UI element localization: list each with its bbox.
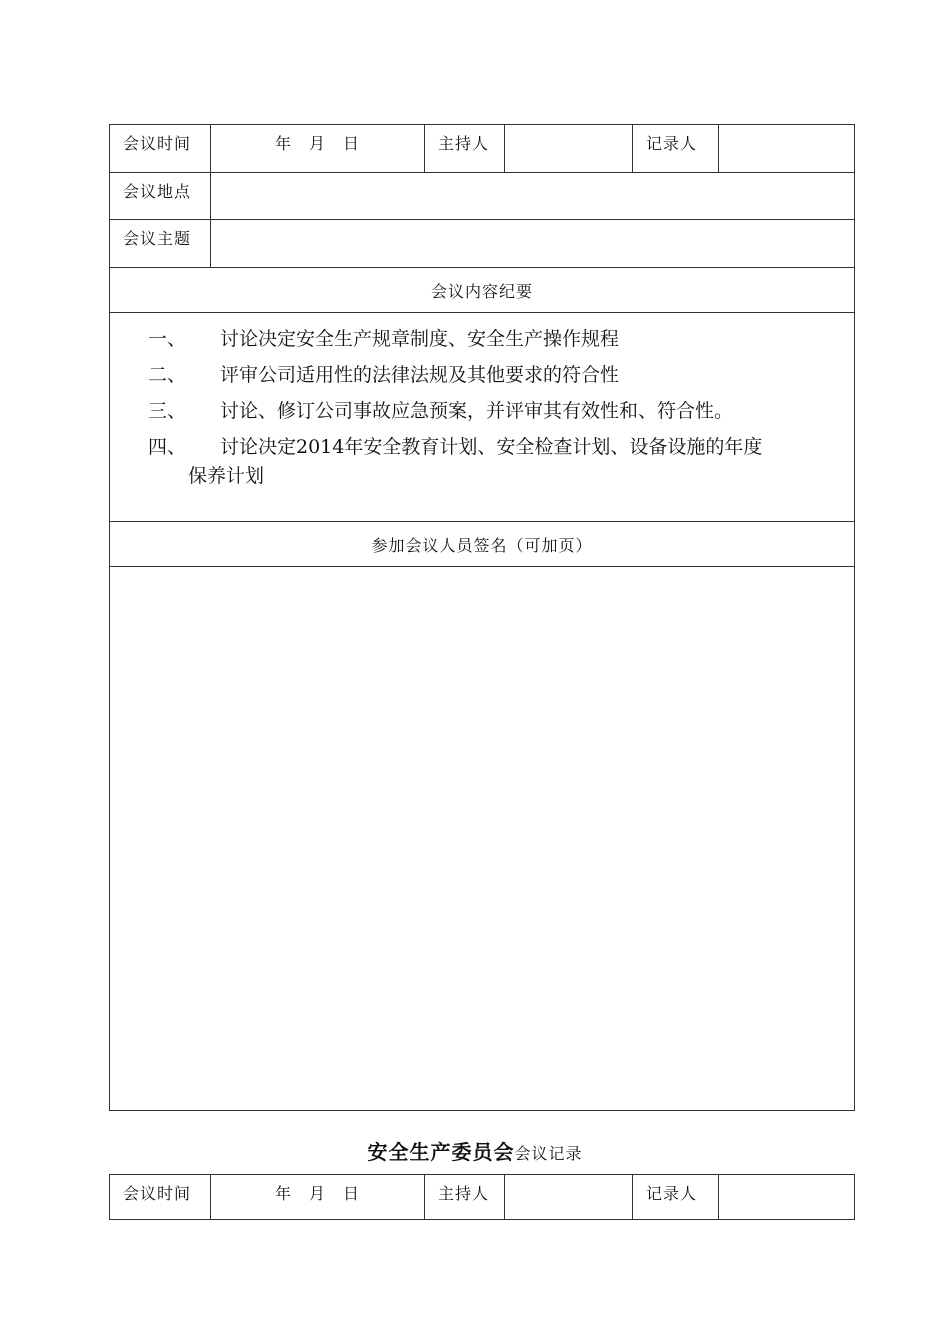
- summary-item-3: [148, 393, 846, 429]
- signature-header: 参加会议人员签名（可加页）: [110, 522, 855, 567]
- date-field[interactable]: 年 月 日: [211, 125, 425, 173]
- host-field[interactable]: [505, 125, 633, 173]
- summary-item-text: 讨论决定2014年安全教育计划、安全检查计划、设备设施的年度: [220, 436, 763, 458]
- recorder-label: 记录人: [633, 1175, 719, 1220]
- date-field[interactable]: 年 月 日: [211, 1175, 425, 1220]
- time-label: 会议时间: [110, 1175, 211, 1220]
- row-topic: [110, 220, 855, 268]
- summary-item-number: 二、: [148, 364, 187, 386]
- recorder-field[interactable]: [719, 125, 855, 173]
- title-record: 会议记录: [514, 1144, 583, 1163]
- recorder-label: 记录人: [633, 125, 719, 173]
- row-summary-content: [110, 313, 855, 522]
- summary-item-text: 评审公司适用性的法律法规及其他要求的符合性: [220, 364, 620, 386]
- meeting-record-table-1: [109, 124, 855, 1111]
- topic-field[interactable]: [211, 220, 855, 268]
- summary-item-text: 讨论、修订公司事故应急预案，并评审其有效性和、符合性。: [220, 400, 734, 422]
- summary-item-continuation: 保养计划: [188, 465, 265, 487]
- signature-area[interactable]: [110, 567, 855, 1111]
- row-signature-header: [110, 522, 855, 567]
- summary-item-number: 四、: [148, 436, 187, 458]
- row-summary-header: [110, 268, 855, 313]
- document-title: [0, 1136, 950, 1165]
- summary-content[interactable]: [110, 313, 855, 522]
- host-label: 主持人: [425, 1175, 505, 1220]
- summary-item-text: 讨论决定安全生产规章制度、安全生产操作规程: [220, 328, 620, 350]
- title-committee: 安全生产委员会: [367, 1140, 515, 1164]
- place-field[interactable]: [211, 173, 855, 220]
- summary-item-2: [148, 357, 846, 393]
- row-time: [110, 125, 855, 173]
- summary-item-1: [148, 321, 846, 357]
- summary-header: 会议内容纪要: [110, 268, 855, 313]
- row-place: [110, 173, 855, 220]
- meeting-record-table-2: [109, 1174, 855, 1220]
- row-signature-area: [110, 567, 855, 1111]
- place-label: 会议地点: [110, 173, 211, 220]
- recorder-field[interactable]: [719, 1175, 855, 1220]
- host-label: 主持人: [425, 125, 505, 173]
- summary-item-number: 三、: [148, 400, 187, 422]
- summary-item-number: 一、: [148, 328, 187, 350]
- row-time: [110, 1175, 855, 1220]
- host-field[interactable]: [505, 1175, 633, 1220]
- time-label: 会议时间: [110, 125, 211, 173]
- topic-label: 会议主题: [110, 220, 211, 268]
